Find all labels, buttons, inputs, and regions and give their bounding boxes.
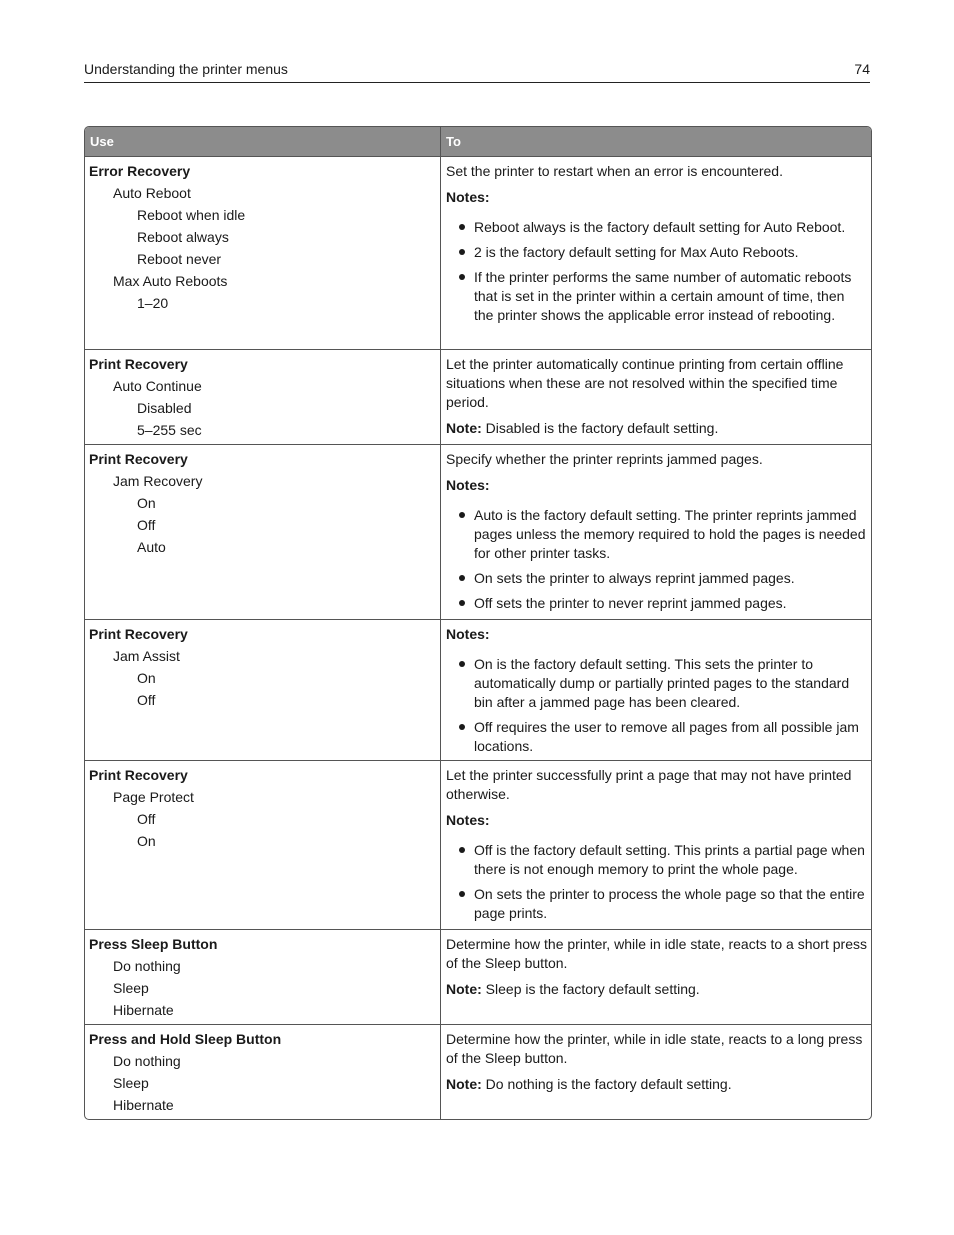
description-text: Specify whether the printer reprints jammed pages. (446, 451, 763, 467)
note-text (446, 980, 867, 999)
note-item: If the printer performs the same number of automatic reboots that is set in the printer within a certain amount of time, then the printer shows the applicable error instead of rebooting. (446, 268, 867, 325)
column-header-use: Use (85, 127, 441, 156)
note-item: On sets the printer to process the whole page so that the entire page prints. (446, 885, 867, 923)
description-text: Determine how the printer, while in idle state, reacts to a long press of the Sleep button. (446, 1031, 863, 1066)
page-header (84, 59, 870, 83)
description-text: Set the printer to restart when an error is encountered. (446, 163, 783, 179)
notes-list (446, 218, 867, 325)
menu-option: Reboot always (137, 229, 229, 245)
menu-setting: Auto Reboot (113, 185, 191, 201)
cell-to (441, 761, 871, 929)
menu-setting: Page Protect (113, 789, 194, 805)
note-label: Note: (446, 420, 482, 436)
cell-use (85, 157, 441, 349)
cell-use (85, 350, 441, 444)
table-row (85, 157, 871, 350)
menu-option: Off (137, 692, 156, 708)
menu-option: On (137, 833, 156, 849)
note-label: Note: (446, 1076, 482, 1092)
cell-to (441, 620, 871, 760)
menu-option: On (137, 495, 156, 511)
cell-use (85, 761, 441, 929)
menu-heading: Print Recovery (89, 356, 188, 372)
note-body: Do nothing is the factory default setting. (481, 1076, 732, 1092)
note-item: Off sets the printer to never reprint jammed pages. (446, 594, 867, 613)
menu-heading: Press and Hold Sleep Button (89, 1031, 282, 1047)
notes-list (446, 506, 867, 613)
menu-option: Reboot when idle (137, 207, 246, 223)
notes-list (446, 655, 867, 756)
menu-setting: Sleep (113, 980, 149, 996)
cell-to (441, 350, 871, 444)
table-row (85, 1025, 871, 1119)
table-row (85, 350, 871, 445)
description-text: Determine how the printer, while in idle state, reacts to a short press of the Sleep button. (446, 936, 867, 971)
menu-option: Off (137, 517, 156, 533)
note-item: Reboot always is the factory default setting for Auto Reboot. (446, 218, 867, 237)
cell-to (441, 930, 871, 1024)
menu-setting: Jam Recovery (113, 473, 203, 489)
cell-use (85, 620, 441, 760)
menu-setting: Jam Assist (113, 648, 180, 664)
cell-to (441, 445, 871, 619)
cell-to (441, 1025, 871, 1119)
cell-to (441, 157, 871, 349)
menu-heading: Print Recovery (89, 626, 188, 642)
notes-heading: Notes: (446, 812, 490, 828)
note-text (446, 419, 867, 438)
description-text: Let the printer automatically continue printing from certain offline situations when these are not resolved within the specified time period. (446, 356, 844, 410)
menu-setting: Do nothing (113, 1053, 181, 1069)
column-header-to: To (446, 134, 461, 149)
note-item: 2 is the factory default setting for Max Auto Reboots. (446, 243, 867, 262)
table-row (85, 620, 871, 761)
menu-setting: Do nothing (113, 958, 181, 974)
page-number: 74 (854, 61, 870, 77)
menu-option: Auto (137, 539, 166, 555)
menu-setting: Hibernate (113, 1097, 174, 1113)
menu-option: 1–20 (137, 295, 169, 311)
note-item: Off requires the user to remove all pages from all possible jam locations. (446, 718, 867, 756)
menu-setting: Sleep (113, 1075, 149, 1091)
menu-option: Disabled (137, 400, 192, 416)
page-header-title: Understanding the printer menus (84, 61, 288, 77)
table-row (85, 445, 871, 620)
menu-setting: Auto Continue (113, 378, 202, 394)
table-row (85, 930, 871, 1025)
note-item: Off is the factory default setting. This prints a partial page when there is not enough memory to print the whole page. (446, 841, 867, 879)
note-body: Disabled is the factory default setting. (481, 420, 719, 436)
note-body: Sleep is the factory default setting. (481, 981, 700, 997)
notes-list (446, 841, 867, 923)
table-body (85, 157, 871, 1119)
notes-heading: Notes: (446, 477, 490, 493)
notes-heading: Notes: (446, 189, 490, 205)
table-row (85, 761, 871, 930)
note-item: On sets the printer to always reprint jammed pages. (446, 569, 867, 588)
note-text (446, 1075, 867, 1094)
cell-use (85, 1025, 441, 1119)
notes-heading: Notes: (446, 626, 490, 642)
description-text: Let the printer successfully print a page that may not have printed otherwise. (446, 767, 852, 802)
table-header-row (85, 127, 871, 157)
cell-use (85, 445, 441, 619)
menu-heading: Press Sleep Button (89, 936, 218, 952)
menu-heading: Error Recovery (89, 163, 191, 179)
cell-use (85, 930, 441, 1024)
note-item: On is the factory default setting. This sets the printer to automatically dump or partially printed pages to the standard bin after a jammed page has been cleared. (446, 655, 867, 712)
menu-option: Off (137, 811, 156, 827)
note-label: Note: (446, 981, 482, 997)
note-item: Auto is the factory default setting. The printer reprints jammed pages unless the memory required to hold the pages is needed for other printer tasks. (446, 506, 867, 563)
menu-setting: Max Auto Reboots (113, 273, 228, 289)
menu-setting: Hibernate (113, 1002, 174, 1018)
menu-heading: Print Recovery (89, 767, 188, 783)
menu-settings-table (84, 126, 872, 1120)
menu-option: On (137, 670, 156, 686)
menu-heading: Print Recovery (89, 451, 188, 467)
menu-option: Reboot never (137, 251, 222, 267)
menu-option: 5–255 sec (137, 422, 202, 438)
